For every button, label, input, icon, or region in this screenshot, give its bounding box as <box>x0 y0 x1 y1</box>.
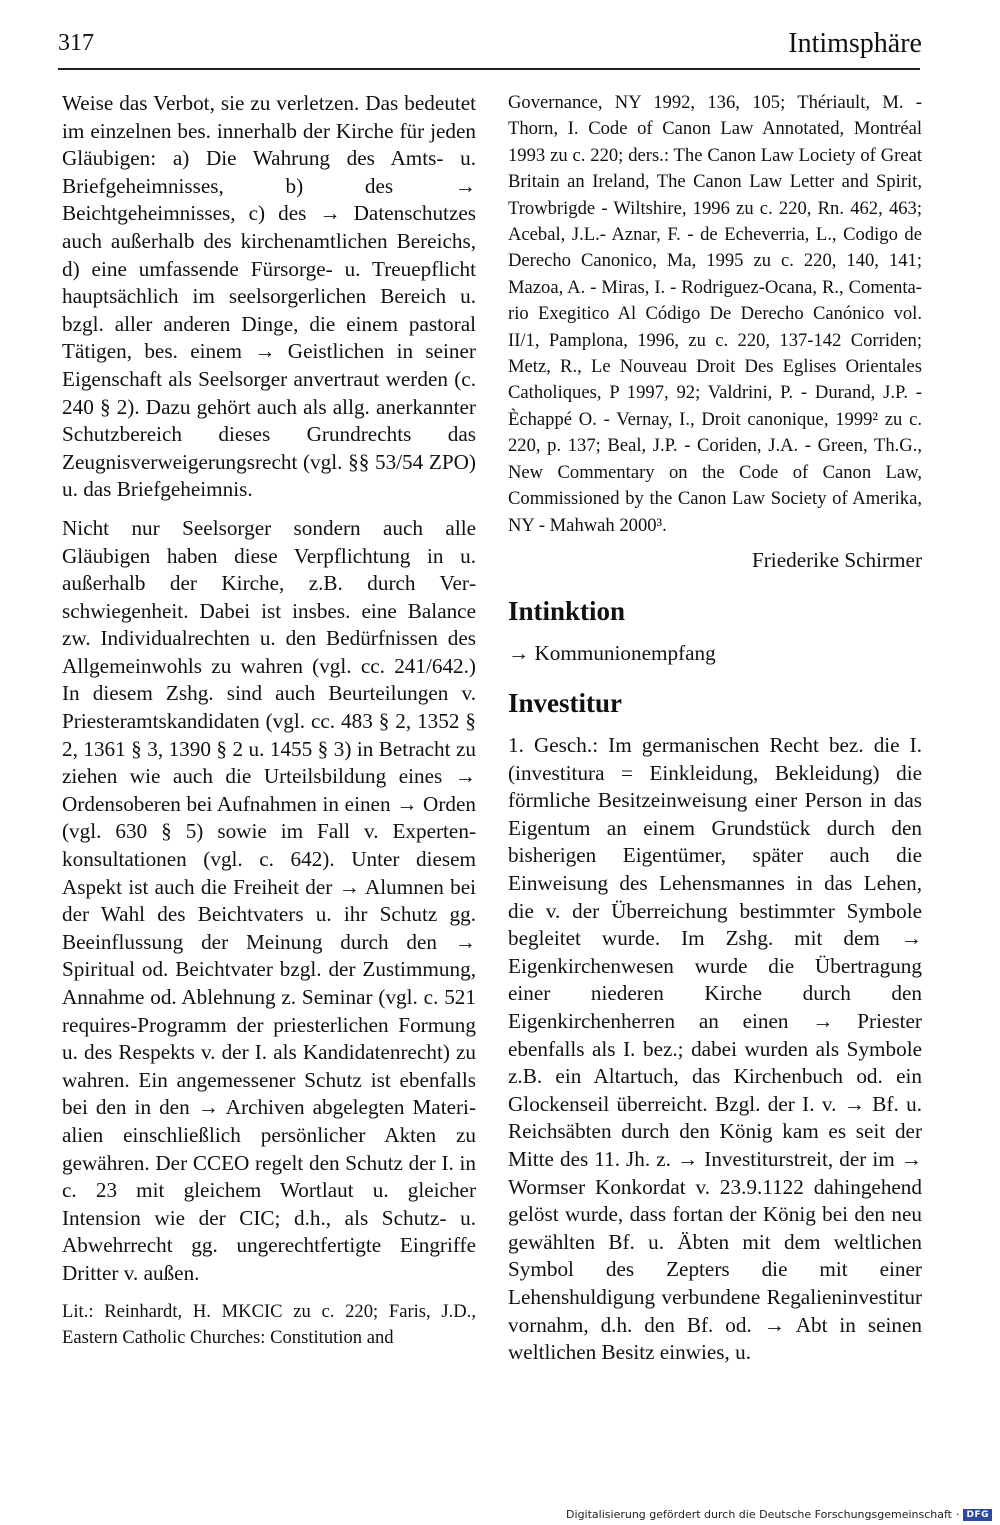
paragraph-confidentiality: Weise das Verbot, sie zu verletzen. Das bedeutet im einzelnen bes. innerhalb der Kirche für jeden Gläubigen: a) Die Wahrung des Amts- u. Briefgeheimnisses, b) des → Beichtgeheimnisses, c) des → Datenschutzes auch außerhalb des kirchenamtlichen Bereichs, d) eine umfassende Fürsorge- u. Treuepflicht hauptsächlich im seelsorgerlichen Bereich u. bzgl. aller anderen Dinge, die einem pastoral Tätigen, bes. einem → Geistlichen in seiner Eigenschaft als Seelsorger anvertraut werden (c. 240 § 2). Dazu gehört auch als allg. anerkannter Schutzbereich dieses Grundrechts das Zeugnisverweigerungsrecht (vgl. §§ 53/54 ZPO) u. das Briefgeheimnis. <box>62 91 476 502</box>
paragraph-obligation: Nicht nur Seelsorger sondern auch alle Gläubigen haben diese Verpflichtung in u. außerhalb der Kirche, z.B. durch Verschwiegenheit. Dabei ist insbes. eine Balance zw. Individualrechten u. den Bedürfnissen des Allgemeinwohls zu wahren (vgl. cc. 241/642.) In diesem Zshg. sind auch Beurteilungen v. Priesteramtskandidaten (vgl. cc. 483 § 2, 1352 § 2, 1361 § 3, 1390 § 2 u. 1455 § 3) in Betracht zu ziehen wie auch die Urteilsbildung eines → Ordensoberen bei Aufnahmen in einen → Orden (vgl. 630 § 5) sowie im Fall v. Expertenkonsultationen (vgl. c. 642). Unter diesem Aspekt ist auch die Freiheit der → Alumnen bei der Wahl des Beichtvaters u. ihr Schutz gg. Beeinflussung der Meinung durch den → Spiritual od. Beichtvater bzgl. der Zustimmung, Annahme od. Ablehnung z. Seminar (vgl. c. 521 requires-Programm der priesterlichen Formung u. des Respekts v. der I. als Kandidatenrecht) zu wahren. Ein angemessener Schutz ist ebenfalls bei den in den → Archiven abgelegten Materialien einschließlich persönlicher Akten zu gewähren. Der CCEO regelt den Schutz der I. in c. 23 mit gleichem Wortlaut u. gleicher Intension wie der CIC; d.h., als Schutz- u. Abwehrrecht gg. ungerechtfertigte Eingriffe Dritter v. außen. <box>62 515 476 1285</box>
running-head: Intimsphäre <box>788 28 922 59</box>
entry-heading-investitur: Investitur <box>508 688 622 719</box>
header-rule <box>58 68 920 70</box>
literature-list: Lit.: Reinhardt, H. MKCIC zu c. 220; Faris, J.D., Eastern Catholic Churches: Constitution and <box>62 1300 476 1348</box>
page-number: 317 <box>58 30 94 56</box>
right-column <box>508 90 922 1367</box>
article-author: Friederike Schirmer <box>751 547 922 572</box>
cross-reference: → Kommunionempfang <box>508 640 716 665</box>
paragraph-investitur-history: 1. Gesch.: Im germanischen Recht bez. die I. (investitura = Einkleidung, Bekleidung) die förmliche Besitzeinweisung einer Person in das Eigentum an einem Grundstück durch den bisherigen Eigentümer, später auch die Einweisung des Lehensmannes in das Lehen, die v. der Überreichung bestimmter Symbole begleitet wurde. Im Zshg. mit dem → Eigenkirchenwesen wurde die Übertragung einer niederen Kirche durch den Eigenkirchenherren an einen → Priester ebenfalls als I. bez.; dabei wurden als Symbole z.B. ein Altartuch, das Kirchenbuch od. ein Glockenseil überreicht. Bzgl. der I. v. → Bf. u. Reichsäbten durch den König kam es seit der Mitte des 11. Jh. z. → Investiturstreit, der im → Wormser Konkordat v. 23.9.1122 dahingehend gelöst wurde, dass fortan der König bei den neu gewählten Bf. u. Äbten mit dem weltlichen Symbol des Zepters die mit einer Lehenshuldigung verbundene Regalieninvestitur vornahm, d.h. den Bf. od. → Abt in seinen weltlichen Besitz einwies, u. <box>508 733 922 1365</box>
literature-list-continued: Governance, NY 1992, 136, 105; Thériault, M. - Thorn, I. Code of Canon Law Annotated, Montréal 1993 zu c. 220; ders.: The Canon Law Lociety of Great Britain an Ireland, The Canon Law Letter and Spirit, Trowbrigde - Wiltshire, 1996 zu c. 220, Rn. 462, 463; Acebal, J.L.- Aznar, F. - de Echeverria, L., Codigo de Derecho Canonico, Ma, 1995 zu c. 220, 140, 141; Mazoa, A. - Miras, I. - Rodriguez-Ocana, R., Comentario Exegitico Al Código De Derecho Canónico vol. II/1, Pamplona, 1996, zu c. 220, 137-142 Corriden; Metz, R., Le Nouveau Droit Des Eglises Orientales Catholiques, P 1997, 92; Valdrini, P. - Durand, J.P. - Èchappé O. - Vernay, I., Droit canonique, 1999² zu c. 220, p. 137; Beal, J.P. - Coriden, J.A. - Green, Th.G., New Commentary on the Code of Canon Law, Commissioned by the Canon Law Society of Amerika, NY - Mahwah 2000³. <box>508 92 922 536</box>
dfg-logo-icon: DFG <box>963 1509 992 1521</box>
digitization-footer: Digitalisierung gefördert durch die Deutsche Forschungsgemeinschaft · DFG <box>566 1508 992 1521</box>
left-column <box>62 90 476 1351</box>
footer-text: Digitalisierung gefördert durch die Deutsche Forschungsgemeinschaft <box>566 1508 952 1521</box>
entry-heading-intinktion: Intinktion <box>508 595 626 626</box>
